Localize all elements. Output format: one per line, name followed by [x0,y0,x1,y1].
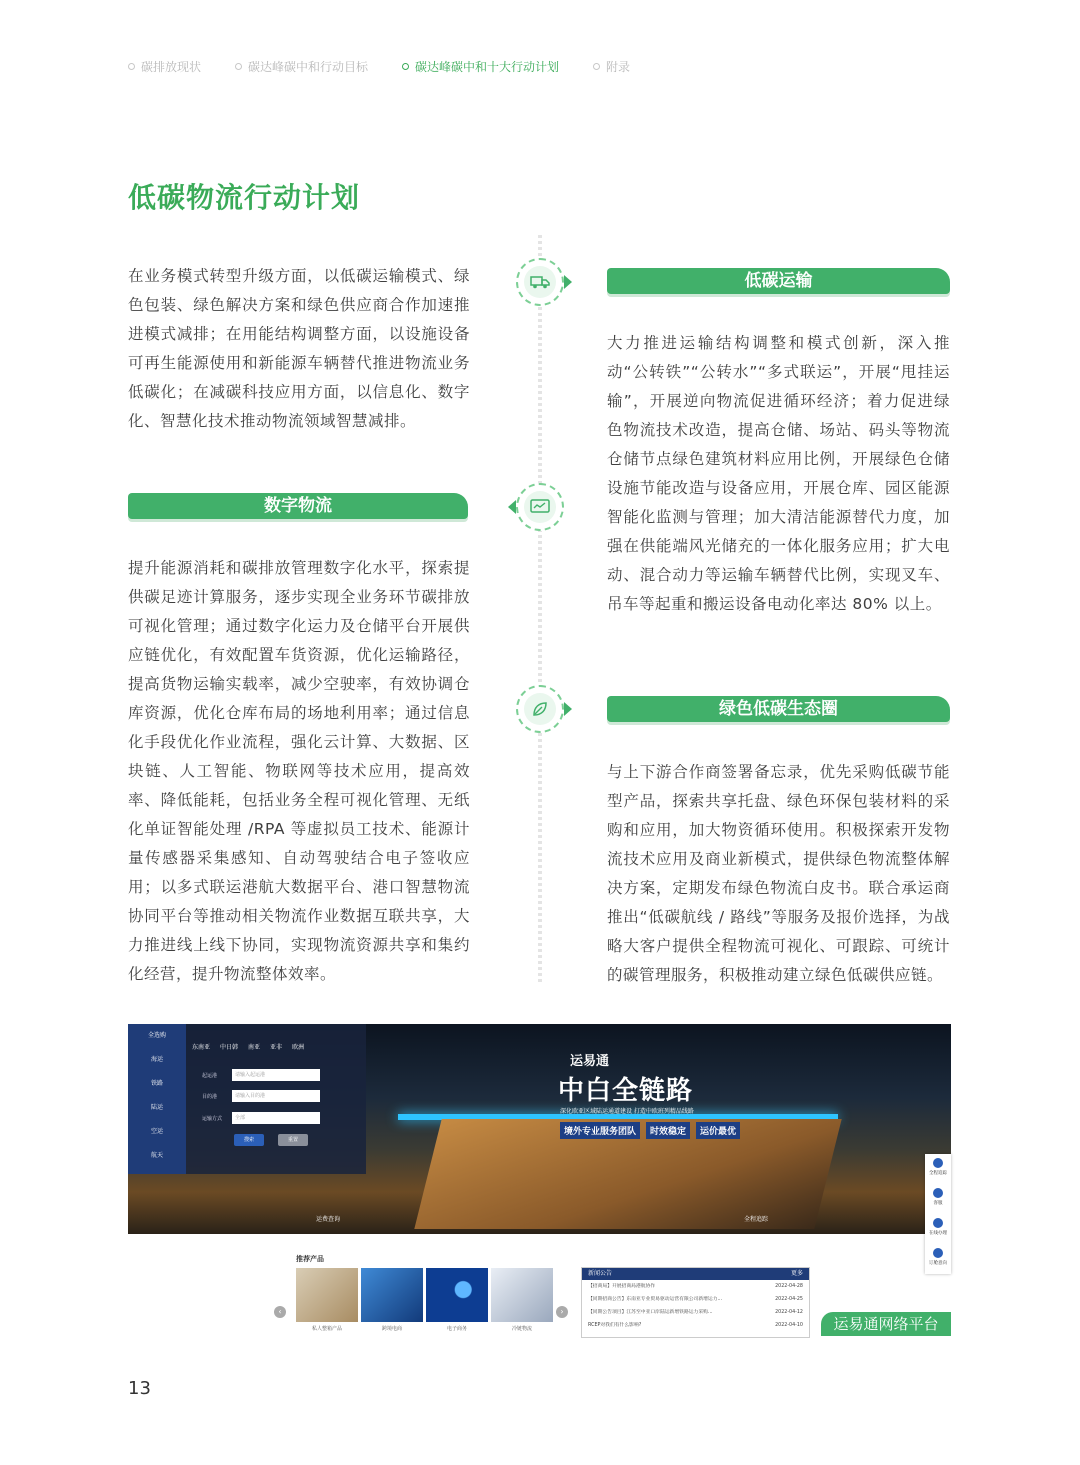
hero-banner [128,1024,951,1234]
brand-tag: 运价最优 [696,1122,740,1139]
page-title: 低碳物流行动计划 [128,181,361,214]
news-panel [581,1267,810,1338]
panel-side-item[interactable]: 陆运 [150,1104,163,1111]
brand-subtitle: 深化欧亚区域陆运通道建设 打造中欧班列精品线路 [560,1108,694,1115]
page-number: 13 [128,1378,151,1399]
chapter-nav [128,58,664,75]
panel-side-item[interactable]: 空运 [150,1128,163,1135]
brand-tag: 时效稳定 [646,1122,690,1139]
document-icon [933,1218,943,1228]
brand-headline: 中白全链路 [558,1076,694,1106]
circle-icon [402,63,409,70]
origin-label: 起运港 [202,1073,218,1079]
product-image [361,1268,423,1322]
freight-query-link[interactable]: 运费查询 [316,1216,341,1223]
chevron-right-icon[interactable]: › [556,1306,568,1318]
ecosystem-paragraph: 与上下游合作商签署备忘录，优先采购低碳节能型产品，探索共享托盘、绿色环保包装材料的采购和应用，加大物资循环使用。积极探索开发物流技术应用及商业新模式，提供绿色物流整体解决方案，定期发布绿色物流白皮书。联合承运商推出“低碳航线 / 路线”等服务及报价选择，为战略大客户提供全程物流可视化、可跟踪、可统计的碳管理服务，积极推动建立绿色低碳供应链。 [607,763,950,984]
circle-icon [593,63,600,70]
nav-item-emissions[interactable]: 碳排放现状 [128,58,201,75]
brand-tags [560,1122,740,1139]
news-item[interactable]: 【招商局】开展招商局港航协作 2022-04-28 [588,1284,803,1289]
brand-tag: 境外专业服务团队 [560,1122,640,1139]
float-item-booking[interactable]: 订舱意向 [925,1244,951,1274]
route-icon [933,1158,943,1168]
timeline-node-ecosystem [516,685,564,733]
panel-side-item[interactable]: 全选购 [147,1032,166,1039]
timeline-node-transport [516,258,564,306]
circle-icon [235,63,242,70]
product-image [296,1268,358,1322]
panel-side-item[interactable]: 海运 [150,1056,163,1063]
mode-select[interactable]: 全部 [232,1112,320,1124]
section-banner-digital: 数字物流 [128,493,468,519]
news-item[interactable]: 【同期公告项目】江苏至中亚口岸陆运新增铁路运力采购... 2022-04-12 [588,1310,803,1315]
mode-label: 运输方式 [202,1116,223,1122]
pointer-right-icon [564,702,572,716]
digital-screen-icon [524,491,556,523]
panel-tabs [192,1042,304,1051]
timeline-node-digital [516,483,564,531]
leaf-icon [524,693,556,725]
pointer-left-icon [508,500,516,514]
circle-icon [128,63,135,70]
origin-input[interactable]: 请输入起运港 [232,1069,320,1081]
float-item-online[interactable]: 在线办理 [925,1214,951,1244]
reset-button[interactable]: 重置 [278,1134,308,1146]
chat-icon [933,1248,943,1258]
section-banner-transport: 低碳运输 [607,268,950,294]
user-icon [933,1188,943,1198]
panel-sidebar [128,1024,186,1174]
digital-paragraph: 提升能源消耗和碳排放管理数字化水平，探索提供碳足迹计算服务，逐步实现全业务环节碳排放可视化管理；通过数字化运力及仓储平台开展供应链优化，有效配置车货资源，优化运输路径，提高货物运输实载率，减少空驶率，有效协调仓库资源，优化仓库布局的场地利用率；通过信息化手段优化作业流程，强化云计算、大数据、区块链、人工智能、物联网等技术应用，提高效率、降低能耗，包括业务全程可视化管理、无纸化单证智能处理 /RPA 等虚拟员工技术、能源计量传感器采集感知、自动驾驶结合电子签收应用；以多式联运港航大数据平台、港口智慧物流协同平台等推动相关物流作业数据互联共享，大力推进线上线下协同，实现物流资源共享和集约化经营，提升物流整体效率。 [128,559,470,983]
panel-tab[interactable]: 南亚 [248,1044,261,1051]
nav-item-action-plans[interactable]: 碳达峰碳中和十大行动计划 [402,58,559,75]
panel-side-item[interactable]: 航天 [150,1152,163,1159]
floating-sidebar [925,1154,951,1274]
product-image [491,1268,553,1322]
float-item-service[interactable]: 客服 [925,1184,951,1214]
panel-tab[interactable]: 欧洲 [292,1044,305,1051]
destination-input[interactable]: 请输入目的港 [232,1090,320,1102]
news-header: 新闻公告 更多 [582,1268,809,1280]
news-more-link[interactable]: 更多 [790,1270,803,1277]
panel-side-item[interactable]: 铁路 [150,1080,163,1087]
transport-paragraph: 大力推进运输结构调整和模式创新，深入推动“公转铁”“公转水”“多式联运”，开展“甩挂运输”，开展逆向物流促进循环经济；着力促进绿色物流技术改造，提高仓储、场站、码头等物流仓储节点绿色建筑材料应用比例，开展绿色仓储设施节能改造与设备应用，开展仓库、园区能源智能化监测与管理；加大清洁能源替代力度，加强在供能端风光储充的一体化服务应用；扩大电动、混合动力等运输车辆替代比例，实现叉车、吊车等起重和搬运设备电动化率达 80% 以上。 [607,334,950,613]
search-button[interactable]: 搜索 [234,1134,264,1146]
panel-tab[interactable]: 东南亚 [192,1044,211,1051]
panel-tab[interactable]: 亚非 [270,1044,283,1051]
float-item-tracking[interactable]: 全程追踪 [925,1154,951,1184]
news-item[interactable]: 【同期招商公告】东南亚专业贸易驱动运营有限公司新增运力... 2022-04-25 [588,1297,803,1302]
timeline-divider [538,235,542,985]
products-title: 推荐产品 [296,1255,324,1263]
panel-tab[interactable]: 中日韩 [220,1044,239,1051]
platform-screenshot [128,1024,951,1336]
pointer-right-icon [564,275,572,289]
destination-label: 目的港 [202,1094,218,1100]
nav-item-targets[interactable]: 碳达峰碳中和行动目标 [235,58,368,75]
truck-icon [524,266,556,298]
section-banner-ecosystem: 绿色低碳生态圈 [607,696,950,722]
news-item[interactable]: RCEP对我们有什么影响? 2022-04-10 [588,1323,803,1328]
product-card[interactable]: 跨境电商 [361,1268,423,1334]
chevron-left-icon[interactable]: ‹ [274,1306,286,1318]
product-image [426,1268,488,1322]
nav-item-appendix[interactable]: 附录 [593,58,630,75]
search-panel [128,1024,366,1174]
tracking-link[interactable]: 全程追踪 [744,1216,769,1223]
brand-name: 运易通 [570,1054,610,1069]
product-card[interactable]: 私人整箱产品 [296,1268,358,1334]
product-card[interactable]: 电子商务 [426,1268,488,1334]
platform-label: 运易通网络平台 [821,1312,951,1336]
intro-paragraph: 在业务模式转型升级方面，以低碳运输模式、绿色包装、绿色解决方案和绿色供应商合作加速推进模式减排；在用能结构调整方面，以设施设备可再生能源使用和新能源车辆替代推进物流业务低碳化；在减碳科技应用方面，以信息化、数字化、智慧化技术推动物流领域智慧减排。 [128,267,470,430]
product-card[interactable]: 冷链物流 [491,1268,553,1334]
